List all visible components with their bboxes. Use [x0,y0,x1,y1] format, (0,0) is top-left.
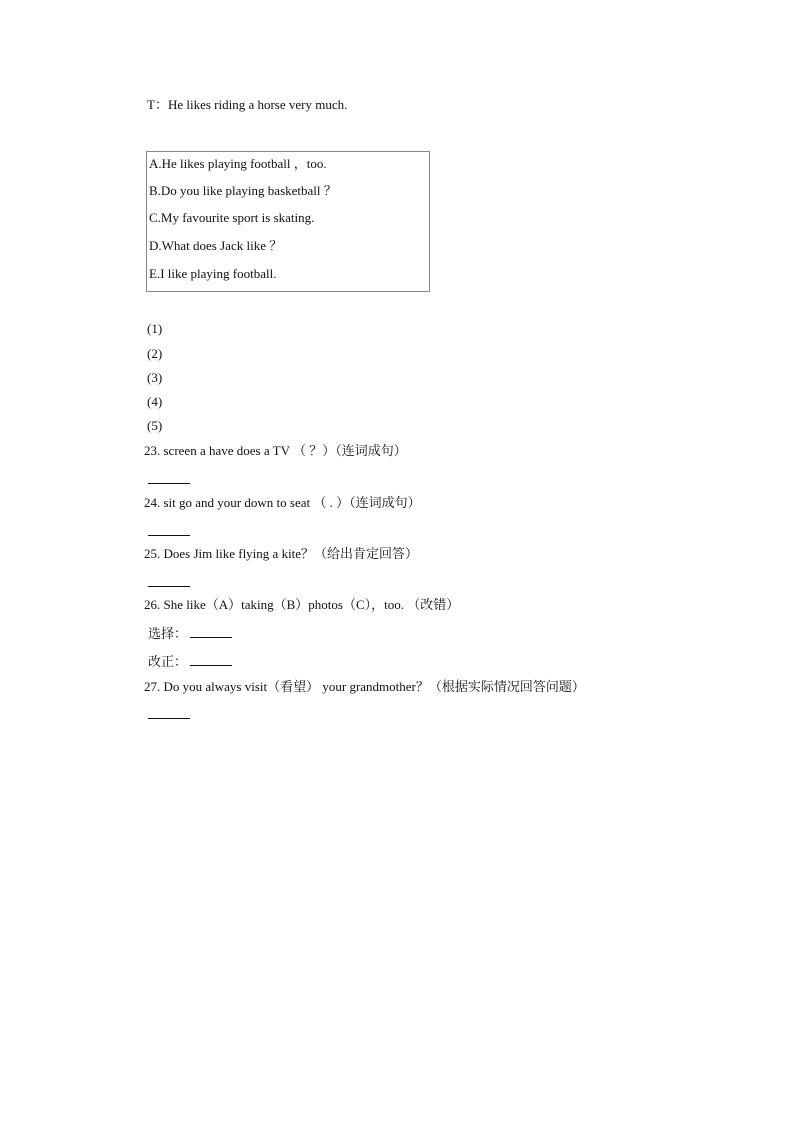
correct-label: 改正： [148,654,188,669]
question-27: 27. Do you always visit（看望） your grandmother？（根据实际情况回答问题） [144,679,585,694]
choose-label: 选择： [148,626,188,641]
answer-slot-3: (3) [147,370,163,385]
answer-slot-5: (5) [147,418,163,433]
answer-line-27[interactable] [148,718,190,719]
option-a: A.He likes playing football ，too. [149,156,327,171]
choose-blank[interactable] [190,625,232,638]
answer-line-25[interactable] [148,586,190,587]
option-d: D.What does Jack like ？ [149,238,283,253]
question-26: 26. She like（A）taking（B）photos（C），too. （改错） [144,597,460,612]
option-e: E.I like playing football. [149,266,277,281]
correct-row [148,653,232,670]
answer-slot-1: (1) [147,321,163,336]
option-b: B.Do you like playing basketball ？ [149,183,337,198]
answer-slot-4: (4) [147,394,163,409]
answer-slot-2: (2) [147,346,163,361]
choose-row [148,625,232,642]
question-24: 24. sit go and your down to seat （ . ）（连词成句） [144,495,421,510]
answer-line-23[interactable] [148,483,190,484]
options-box [146,151,430,292]
correct-blank[interactable] [190,653,232,666]
option-c: C.My favourite sport is skating. [149,210,315,225]
answer-line-24[interactable] [148,535,190,536]
dialogue-line-teacher: T：He likes riding a horse very much. [147,97,348,112]
question-25: 25. Does Jim like flying a kite？（给出肯定回答） [144,546,419,561]
question-23: 23. screen a have does a TV （ ？）（连词成句） [144,443,407,458]
